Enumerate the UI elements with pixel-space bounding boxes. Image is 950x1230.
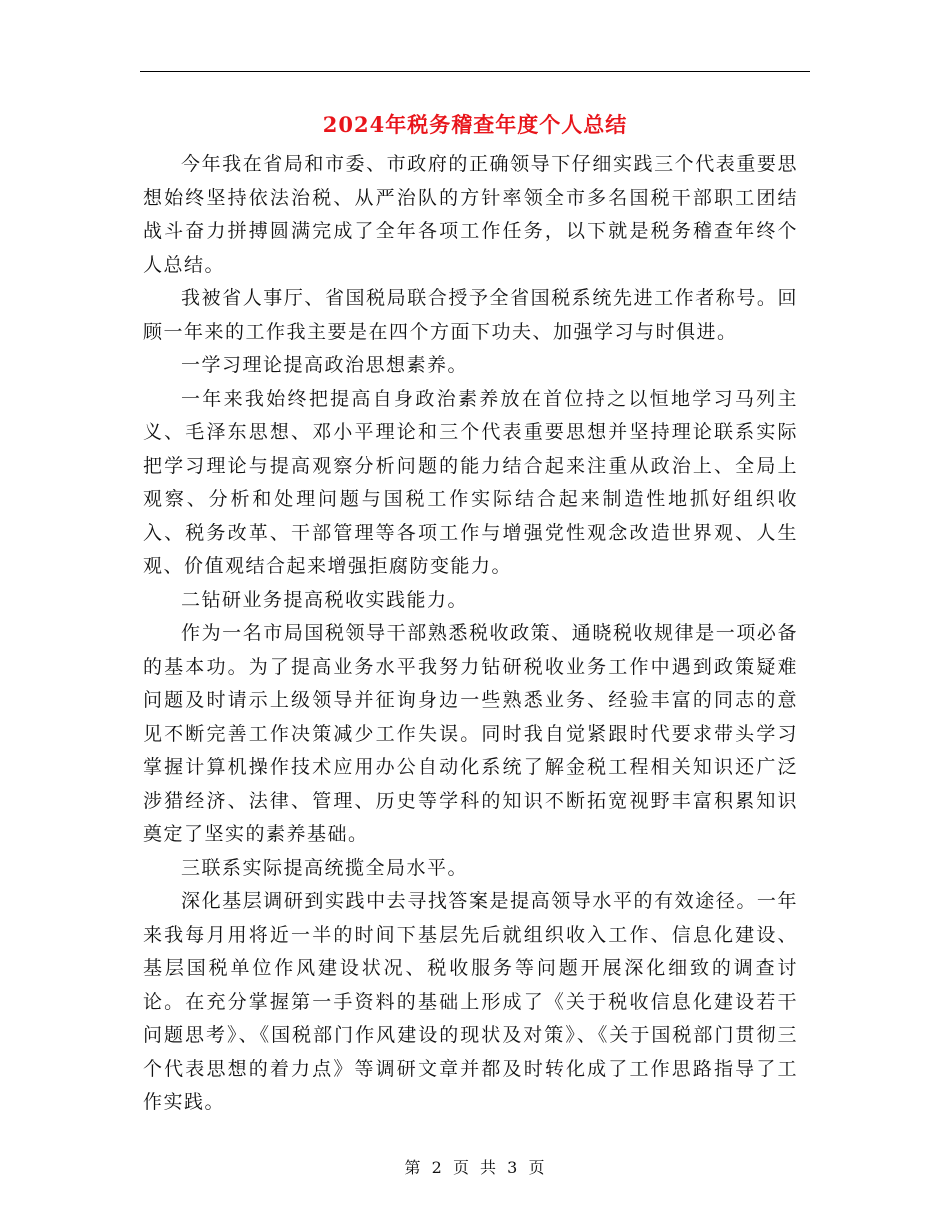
section-heading-1: 一学习理论提高政治思想素养。: [181, 354, 469, 376]
page-footer: [0, 1155, 950, 1178]
document-body: [143, 148, 798, 1120]
paragraph-award: 我被省人事厅、省国税局联合授予全省国税系统先进工作者称号。回顾一年来的工作我主要是在四个方面下功夫、加强学习与时俱进。: [143, 287, 798, 343]
total-pages: 3: [507, 1158, 519, 1177]
page-label: 页: [452, 1158, 470, 1177]
page-number: 2: [431, 1158, 443, 1177]
document-title: 2024年税务稽查年度个人总结: [322, 112, 628, 137]
total-label: 页: [528, 1158, 546, 1177]
paragraph-intro: 今年我在省局和市委、市政府的正确领导下仔细实践三个代表重要思想始终坚持依法治税、从严治队的方针率领全市多名国税干部职工团结战斗奋力拼搏圆满完成了全年各项工作任务，以下就是税务稽查年终个人总结。: [143, 153, 798, 276]
paragraph-research: 深化基层调研到实践中去寻找答案是提高领导水平的有效途径。一年来我每月用将近一半的时间下基层先后就组织收入工作、信息化建设、基层国税单位作风建设状况、税收服务等问题开展深化细致的调查讨论。在充分掌握第一手资料的基础上形成了《关于税收信息化建设若干问题思考》、《国税部门作风建设的现状及对策》、《关于国税部门贯彻三个代表思想的着力点》等调研文章并都及时转化成了工作思路指导了工作实践。: [143, 890, 798, 1113]
section-heading-3: 三联系实际提高统揽全局水平。: [181, 856, 469, 879]
section-heading-2: 二钻研业务提高税收实践能力。: [181, 588, 469, 611]
paragraph-business: 作为一名市局国税领导干部熟悉税收政策、通晓税收规律是一项必备的基本功。为了提高业务水平我努力钻研税收业务工作中遇到政策疑难问题及时请示上级领导并征询身边一些熟悉业务、经验丰富的同志的意见不断完善工作决策减少工作失误。同时我自觉紧跟时代要求带头学习掌握计算机操作技术应用办公自动化系统了解金税工程相关知识还广泛涉猎经济、法律、管理、历史等学科的知识不断拓宽视野丰富积累知识奠定了坚实的素养基础。: [143, 622, 798, 845]
paragraph-theory: 一年来我始终把提高自身政治素养放在首位持之以恒地学习马列主义、毛泽东思想、邓小平理论和三个代表重要思想并坚持理论联系实际把学习理论与提高观察分析问题的能力结合起来注重从政治上、全局上观察、分析和处理问题与国税工作实际结合起来制造性地抓好组织收入、税务改革、干部管理等各项工作与增强党性观念改造世界观、人生观、价值观结合起来增强拒腐防变能力。: [143, 387, 798, 577]
page-prefix: 第: [404, 1158, 422, 1177]
header-rule: [140, 71, 810, 72]
total-prefix: 共: [480, 1158, 498, 1177]
